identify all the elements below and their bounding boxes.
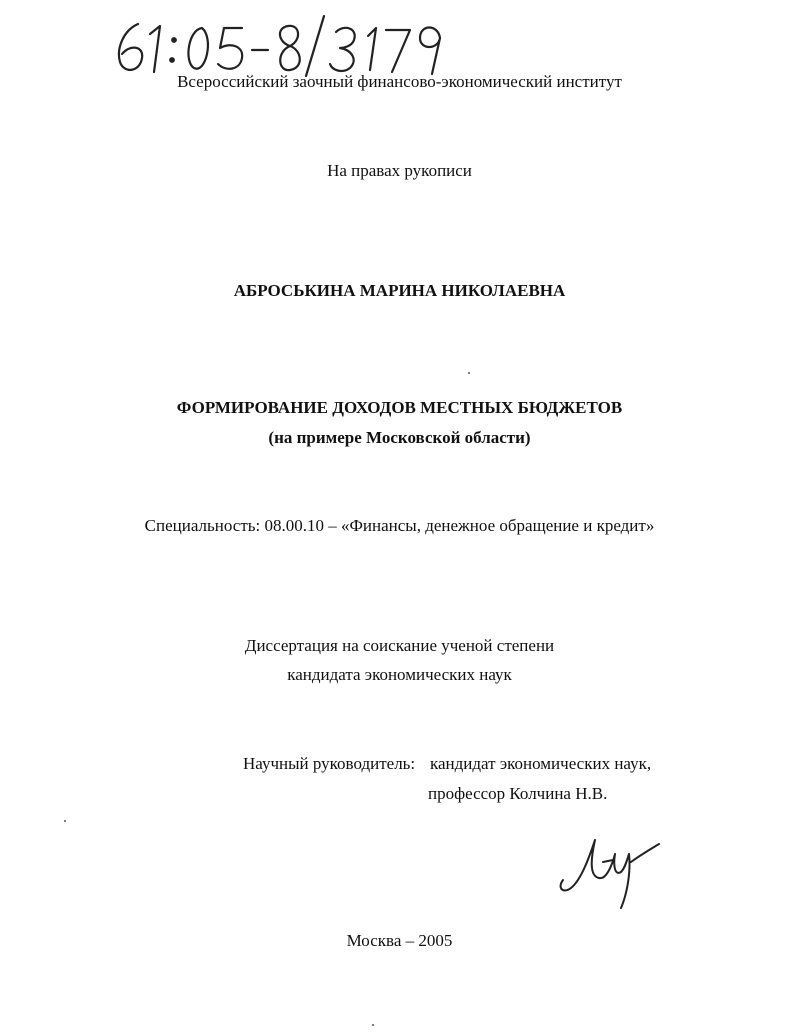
supervisor-name: профессор Колчина Н.В. <box>428 784 608 803</box>
supervisor-degree: кандидат экономических наук, <box>430 754 652 773</box>
degree-line-1: Диссертация на соискание ученой степени <box>244 636 555 655</box>
city-and-year: Москва – 2005 <box>346 931 453 950</box>
dissertation-title: ФОРМИРОВАНИЕ ДОХОДОВ МЕСТНЫХ БЮДЖЕТОВ <box>176 398 623 417</box>
degree-line-2: кандидата экономических наук <box>287 665 512 684</box>
handwritten-archive-number <box>110 10 455 80</box>
specialty: Специальность: 08.00.10 – «Финансы, денежное обращение и кредит» <box>144 516 655 535</box>
signature <box>555 832 665 910</box>
institute-name: Всероссийский заочный финансово-экономический институт <box>177 72 622 91</box>
scan-speck <box>64 820 66 822</box>
scan-speck <box>468 372 470 374</box>
supervisor-label: Научный руководитель: <box>243 754 416 773</box>
manuscript-rights-note: На правах рукописи <box>327 161 472 180</box>
author-name: АБРОСЬКИНА МАРИНА НИКОЛАЕВНА <box>233 281 566 300</box>
scan-speck <box>372 1024 374 1026</box>
dissertation-subtitle: (на примере Московской области) <box>268 428 531 447</box>
